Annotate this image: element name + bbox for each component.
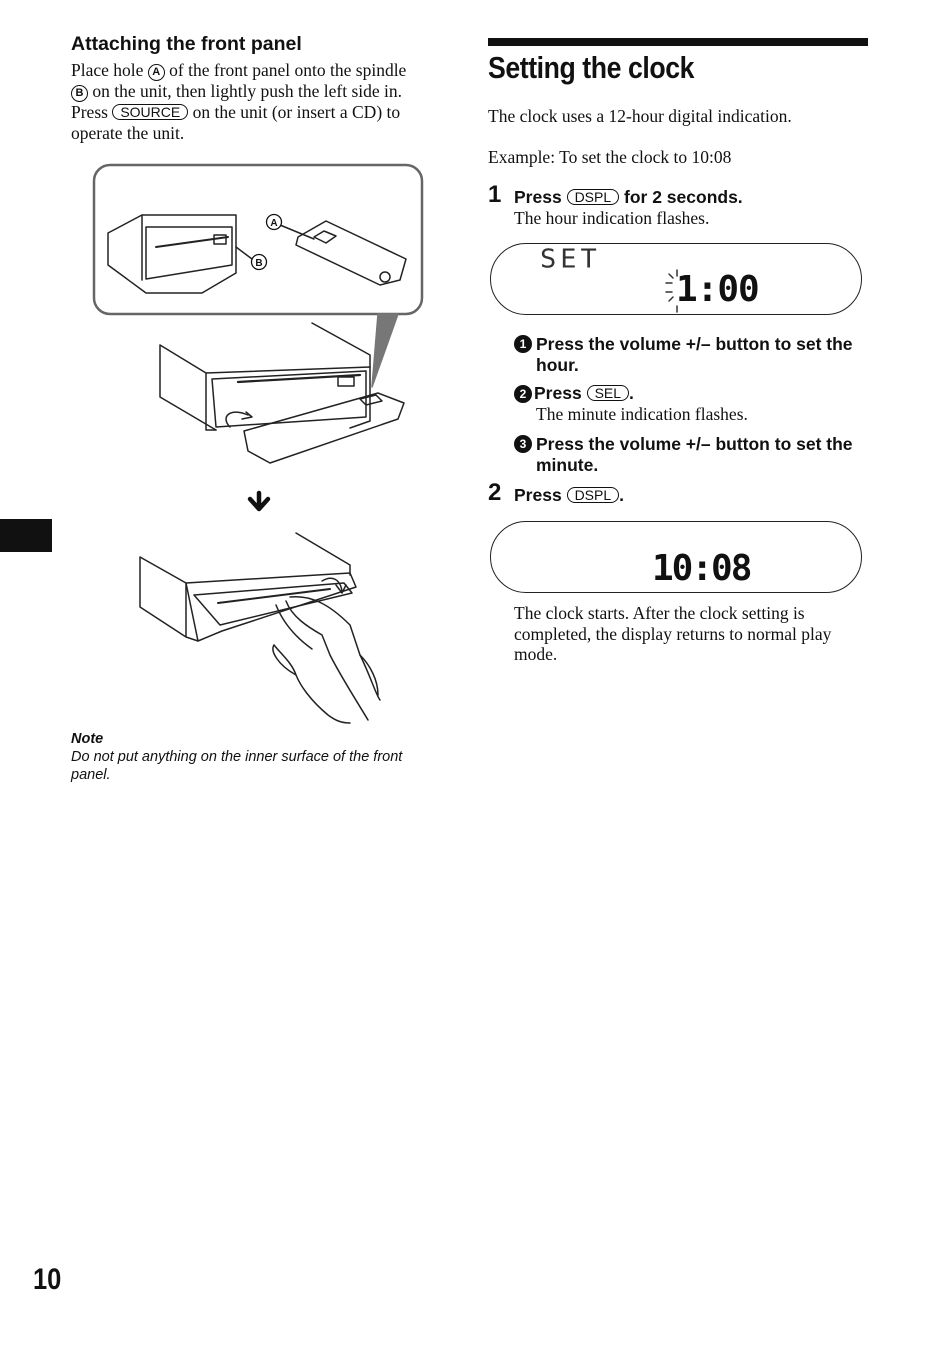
lcd-time-hour-flashing: 1:00: [676, 269, 759, 310]
intro-text-4: Press: [71, 102, 113, 122]
intro-text-3: on the unit, then lightly push the left side in.: [88, 81, 402, 101]
substep-2-number-icon: 2: [514, 385, 532, 403]
note-block: [71, 730, 441, 784]
step-1-number: 1: [488, 181, 502, 208]
section-heading-attaching: Attaching the front panel: [71, 33, 302, 55]
step-1-heading: [514, 187, 743, 208]
step-1-rest: for 2 seconds.: [624, 187, 743, 207]
substep-2-subtext: The minute indication flashes.: [536, 404, 748, 424]
page-title: Setting the clock: [488, 50, 695, 85]
sel-key: SEL: [587, 385, 629, 401]
step-2-period: .: [619, 485, 625, 505]
note-title: Note: [71, 731, 104, 747]
step-2-heading: [514, 485, 624, 506]
note-text: Do not put anything on the inner surface of the front panel.: [71, 749, 403, 783]
substep-2-press: Press: [534, 383, 582, 403]
lcd-set-label: SET: [540, 244, 601, 275]
substep-1: [514, 334, 859, 376]
substep-3-number-icon: 3: [514, 435, 532, 453]
marker-a-icon: A: [148, 64, 165, 81]
source-key: SOURCE: [112, 104, 188, 120]
step-1-subtext: The hour indication flashes.: [514, 208, 710, 228]
step-2-number: 2: [488, 479, 502, 506]
substep-2: [514, 383, 634, 404]
clock-closing-text: The clock starts. After the clock setting is completed, the display returns to normal play mode.: [514, 603, 832, 664]
dspl-key-2: DSPL: [567, 487, 620, 503]
clock-intro: The clock uses a 12-hour digital indication.: [488, 106, 792, 126]
step-1-press: Press: [514, 187, 562, 207]
marker-b-icon: B: [71, 85, 88, 102]
substep-1-text: Press the volume +/– button to set the hour.: [536, 334, 853, 375]
substep-3: [514, 434, 859, 476]
step-2-press: Press: [514, 485, 562, 505]
substep-3-text: Press the volume +/– button to set the minute.: [536, 434, 853, 475]
substep-2-period: .: [629, 383, 634, 403]
lcd-time-set: 10:08: [652, 548, 751, 589]
intro-text-1: Place hole: [71, 60, 148, 80]
figure-label-a: A: [270, 218, 278, 229]
front-panel-illustration: [60, 155, 460, 735]
clock-example: Example: To set the clock to 10:08: [488, 147, 732, 167]
intro-text-5: on the unit (or insert a CD) to: [188, 102, 401, 122]
attaching-instructions: [71, 60, 451, 143]
intro-text-6: operate the unit.: [71, 122, 185, 143]
intro-text-2: of the front panel onto the spindle: [164, 60, 407, 80]
substep-1-number-icon: 1: [514, 335, 532, 353]
section-tab-marker: [0, 519, 52, 552]
title-rule: [488, 38, 868, 46]
dspl-key: DSPL: [567, 189, 620, 205]
page-number: 10: [33, 1263, 62, 1296]
figure-label-b: B: [255, 258, 263, 269]
